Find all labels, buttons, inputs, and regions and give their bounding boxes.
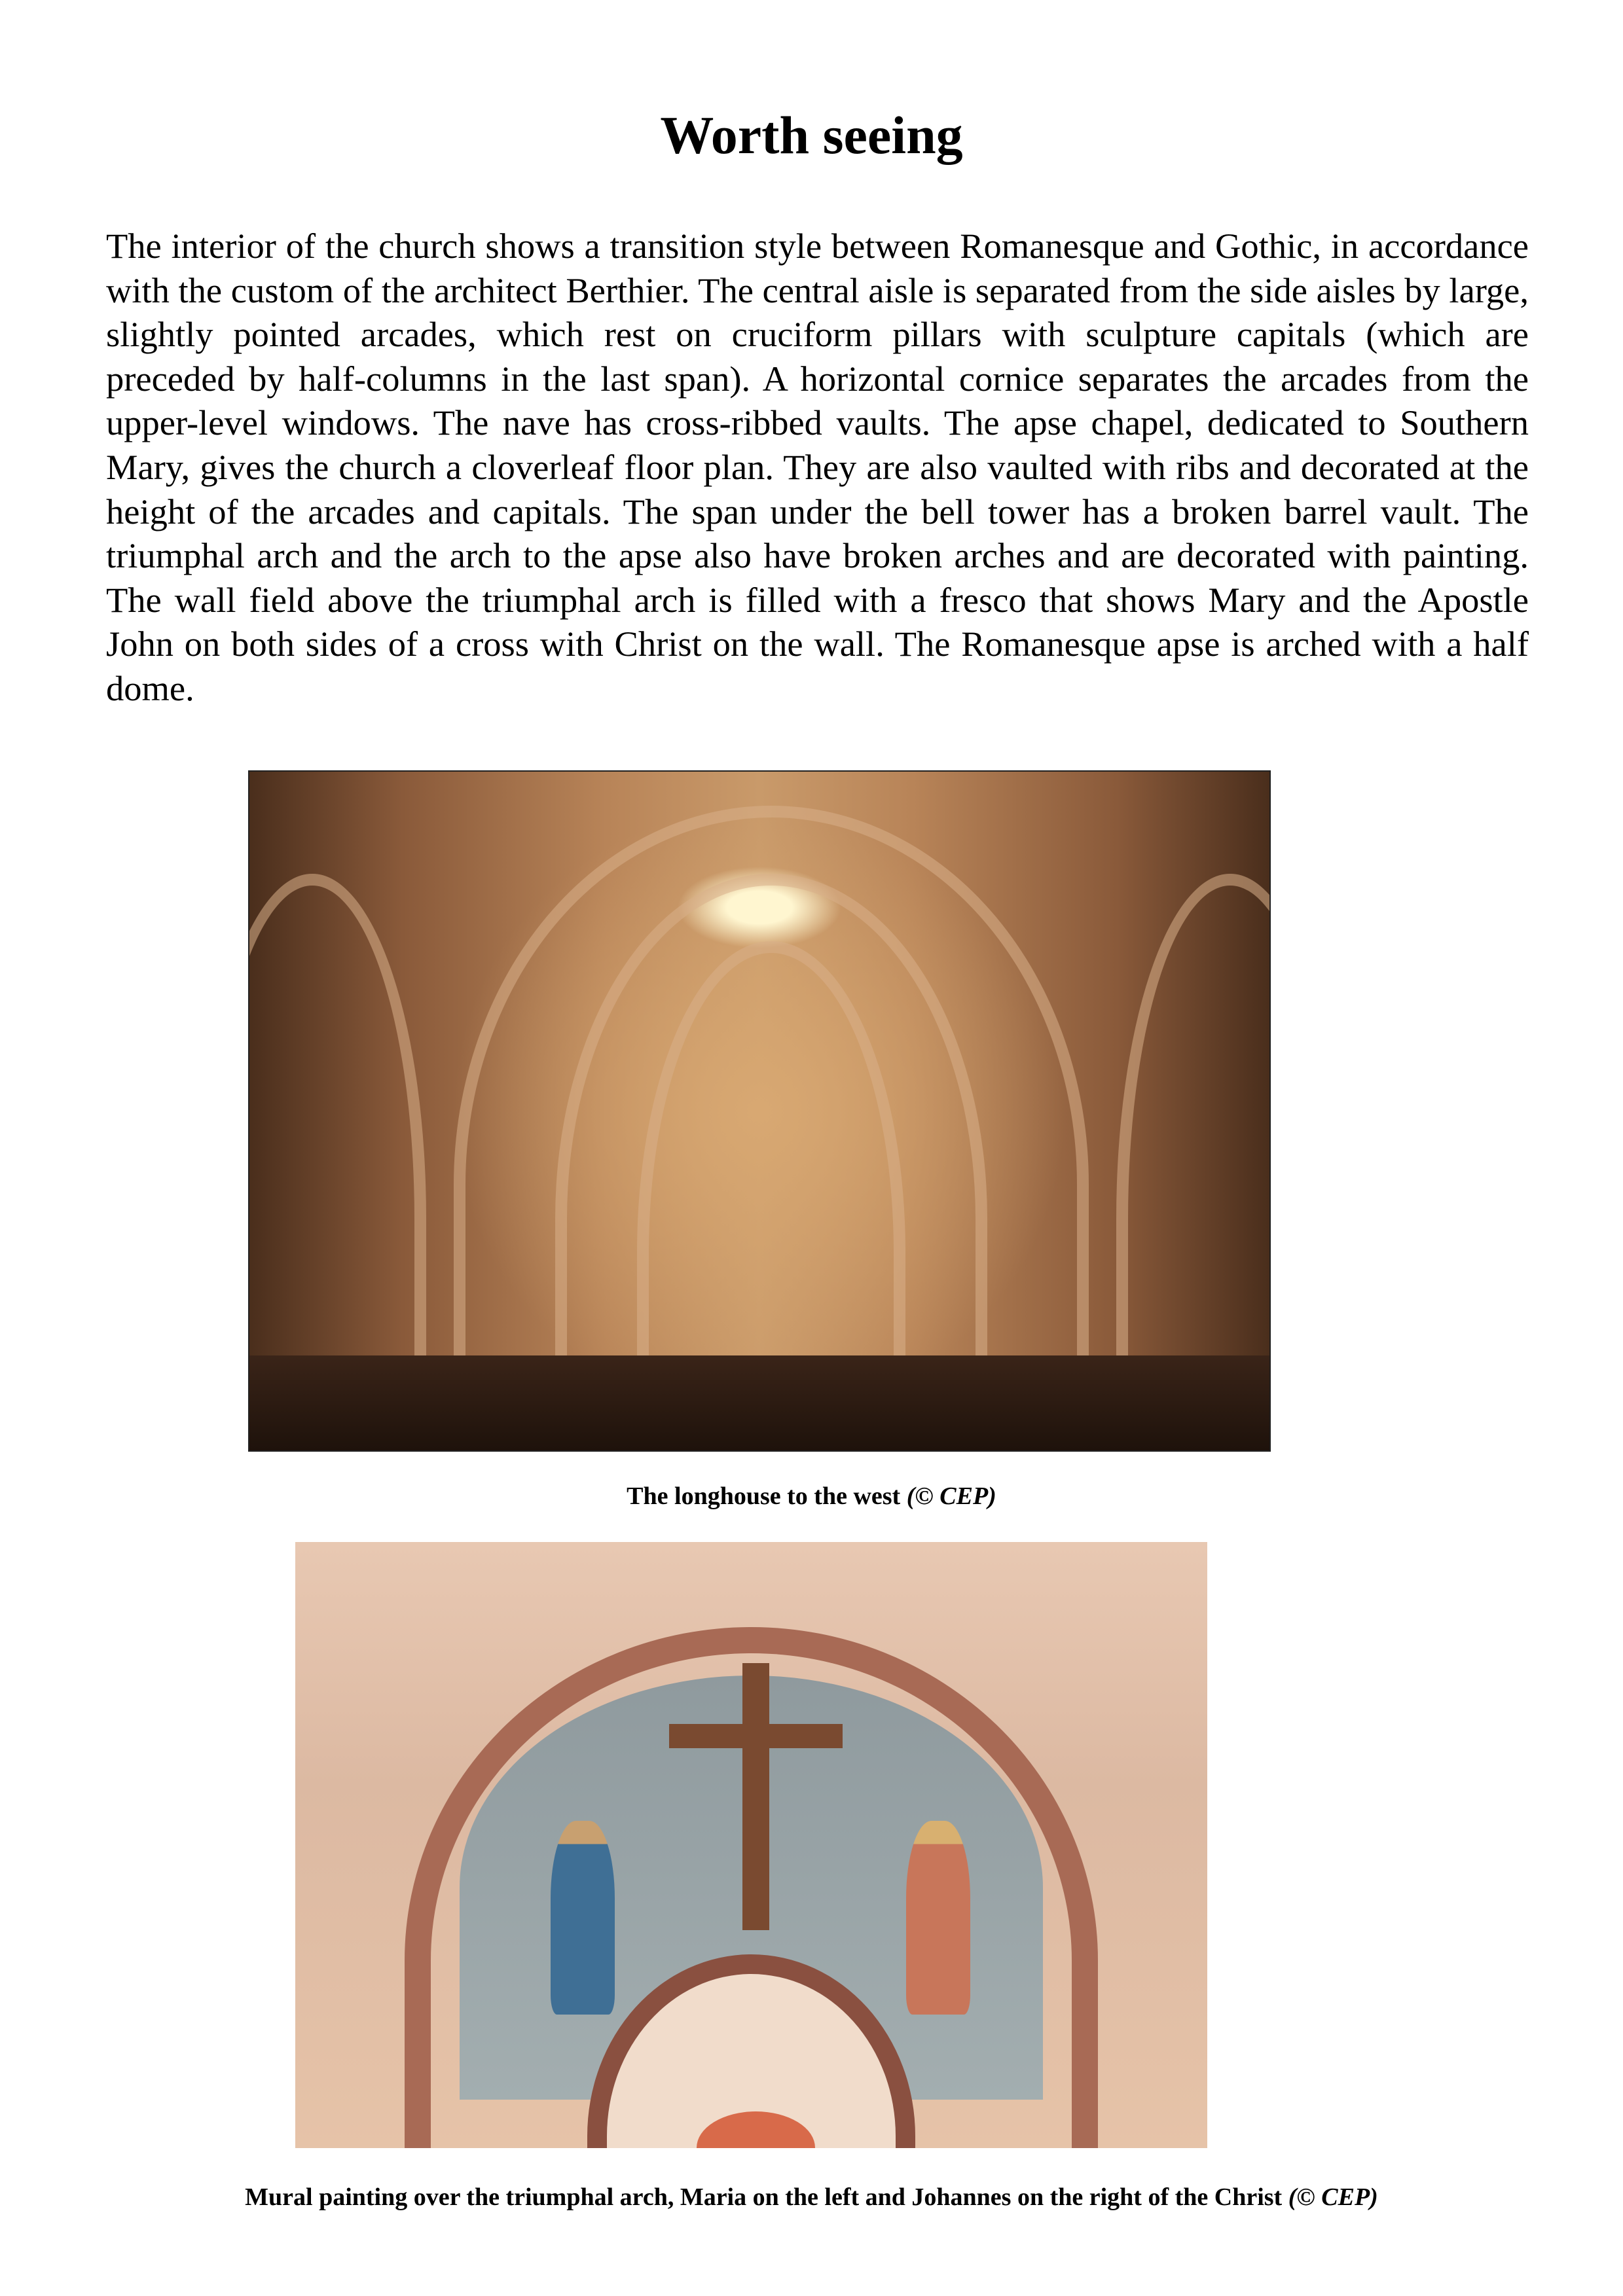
figure-caption [0,1482,1623,1511]
figure-caption [0,2183,1623,2212]
caption-text: Mural painting over the triumphal arch, Maria on the left and Johannes on the right of the Christ [245,2183,1288,2211]
crucifix [742,1663,770,1929]
photo-church-nave [248,770,1271,1452]
figure-mary [551,1821,615,2015]
caption-credit: (© CEP) [906,1482,996,1510]
caption-credit: (© CEP) [1288,2183,1378,2211]
photo-mural-painting [295,1542,1207,2148]
figure-john [906,1821,970,2015]
pews [249,1355,1269,1450]
body-paragraph: The interior of the church shows a transition style between Romanesque and Gothic, in accordance with the custom of the architect Berthier. The central aisle is separated from the side aisles by large, slightly pointed arcades, which rest on cruciform pillars with sculpture capitals (which are preceded by half-columns in the last span). A horizontal cornice separates the arcades from the upper-level windows. The nave has cross-ribbed vaults. The apse chapel, dedicated to Southern Mary, gives the church a cloverleaf floor plan. They are also vaulted with ribs and decorated at the height of the arcades and capitals. The span under the bell tower has a broken barrel vault. The triumphal arch and the arch to the apse also have broken arches and are decorated with painting. The wall field above the triumphal arch is filled with a fresco that shows Mary and the Apostle John on both sides of a cross with Christ on the wall. The Romanesque apse is arched with a half dome. [106,226,1529,708]
caption-text: The longhouse to the west [627,1482,907,1510]
crucifix-beam [669,1724,843,1748]
page-title: Worth seeing [660,105,963,165]
